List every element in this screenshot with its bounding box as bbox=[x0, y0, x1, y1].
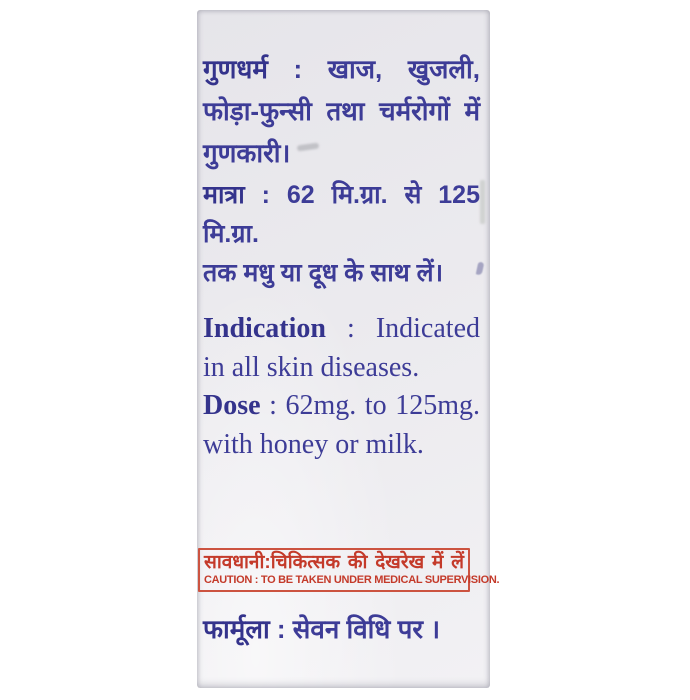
dose-line-1 bbox=[203, 386, 480, 425]
formula-section bbox=[203, 609, 480, 649]
print-artifact-comma bbox=[476, 262, 485, 276]
indication-line-1 bbox=[203, 309, 480, 348]
formula-line bbox=[203, 609, 480, 649]
dose-heading: Dose bbox=[203, 390, 261, 421]
dosage-hindi-line-1-text: : 62 मि.ग्रा. से 125 मि.ग्रा. bbox=[203, 181, 480, 248]
caution-text-english: CAUTION : TO BE TAKEN UNDER MEDICAL SUPERVISION. bbox=[204, 574, 500, 586]
properties-line-2: फोड़ा-फुन्सी तथा चर्मरोगों में bbox=[203, 96, 480, 126]
indication-line-1-text: : Indicated bbox=[325, 313, 480, 344]
caution-box bbox=[198, 548, 500, 592]
indication-section bbox=[203, 309, 480, 387]
properties-line-1 bbox=[203, 48, 480, 90]
print-artifact-edge-mark bbox=[480, 180, 485, 224]
indication-heading: Indication bbox=[203, 313, 326, 344]
formula-heading-hindi: फार्मूला bbox=[203, 614, 270, 644]
caution-text-hindi: सावधानी:चिकित्सक की देखरेख में लें bbox=[204, 552, 464, 573]
formula-line-text: : सेवन विधि पर । bbox=[269, 614, 441, 644]
properties-heading-hindi: गुणधर्म bbox=[203, 54, 268, 84]
medicine-label-photo bbox=[197, 10, 500, 688]
dose-line-2: with honey or milk. bbox=[203, 429, 424, 460]
dosage-hindi-line-2: तक मधु या दूध के साथ लें। bbox=[203, 259, 444, 287]
dosage-hindi-section bbox=[203, 176, 480, 293]
properties-line-1-text: : खाज, खुजली, bbox=[267, 54, 480, 84]
properties-section bbox=[203, 48, 480, 174]
properties-line-3: गुणकारी। bbox=[203, 138, 291, 168]
indication-line-2: in all skin diseases. bbox=[203, 352, 420, 383]
dosage-heading-hindi: मात्रा bbox=[203, 181, 245, 209]
dose-section bbox=[203, 386, 480, 464]
dosage-hindi-line-1 bbox=[203, 176, 480, 254]
dose-line-1-text: : 62mg. to 125mg. bbox=[260, 390, 480, 421]
